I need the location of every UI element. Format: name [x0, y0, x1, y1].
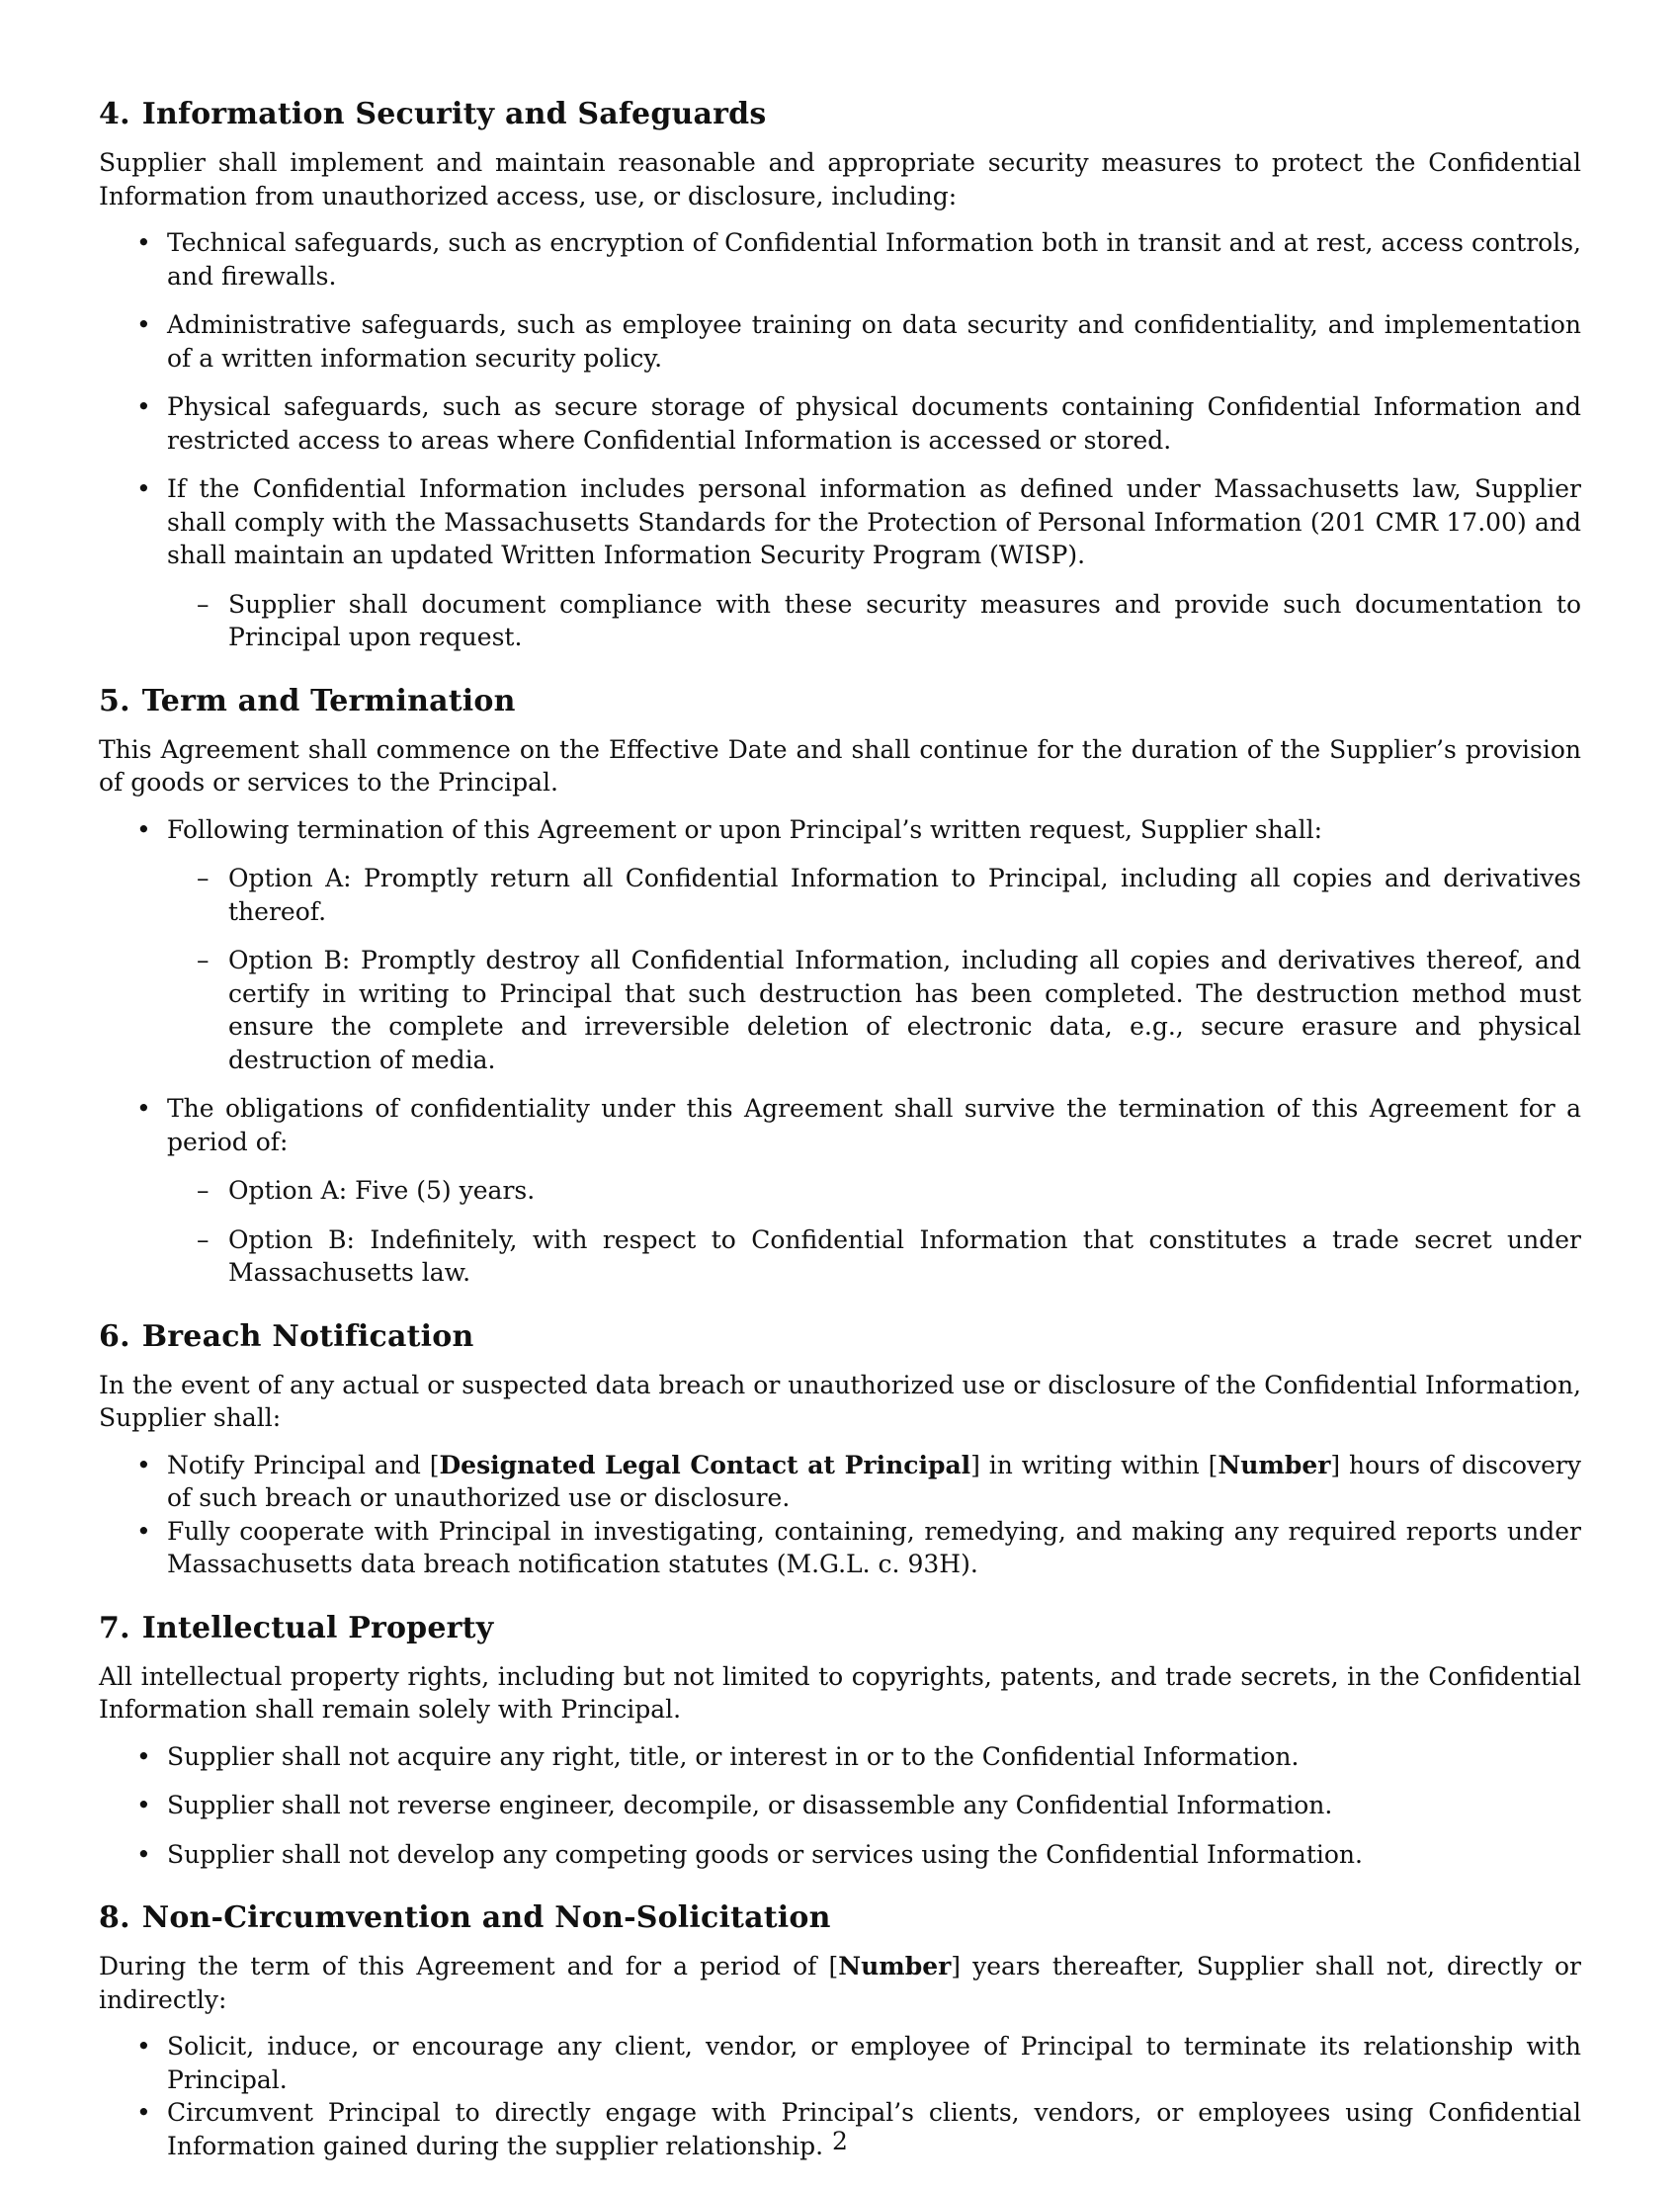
- bullet-icon: •: [136, 474, 151, 503]
- placeholder-number: Number: [1218, 1450, 1331, 1479]
- list-item: [99, 226, 1581, 293]
- sub-list-item: [167, 944, 1581, 1076]
- list-item-text: If the Confidential Information includes personal information as defined under Massachusetts law, Supplier shall comply with the Massachusetts Standards for the Protection of Personal Information (201 CMR 17.00) and shall maintain an updated Written Information Security Program (WISP).: [167, 474, 1581, 569]
- section-8: [99, 1898, 1581, 2162]
- dash-icon: –: [197, 1224, 210, 1254]
- section-intro: [99, 1950, 1581, 2016]
- list-item-text: Solicit, induce, or encourage any client, vendor, or employee of Principal to terminate its relationship with Principal.: [167, 2032, 1581, 2094]
- sub-list-item: [167, 588, 1581, 654]
- list-item-text: Circumvent Principal to directly engage with Principal’s clients, vendors, or employees using Confidential Information gained during the supplier relationship.: [167, 2098, 1581, 2160]
- section-title: Term and Termination: [141, 683, 516, 718]
- list-item-text: Following termination of this Agreement or upon Principal’s written request, Supplier shall:: [167, 814, 1323, 844]
- bullet-list: [99, 1740, 1581, 1872]
- bullet-icon: •: [136, 310, 151, 339]
- bullet-list: [99, 813, 1581, 1290]
- list-item: [99, 1740, 1581, 1774]
- list-item: [99, 813, 1581, 1077]
- text-fragment: ] in writing within [: [970, 1450, 1218, 1479]
- sub-list-item-text: Option B: Indefinitely, with respect to Confidential Information that constitutes a trade secret under Massachusetts law.: [228, 1224, 1581, 1287]
- bullet-icon: •: [136, 228, 151, 257]
- bullet-icon: •: [136, 1791, 151, 1819]
- document-page: [99, 95, 1581, 2190]
- sub-list-item: [167, 1223, 1581, 1290]
- section-number: 4.: [99, 97, 130, 131]
- dash-icon: –: [197, 589, 210, 619]
- bullet-icon: •: [136, 1094, 151, 1123]
- bullet-list: [99, 1449, 1581, 1581]
- placeholder-legal-contact: Designated Legal Contact at Principal: [439, 1450, 971, 1479]
- placeholder-number: Number: [838, 1952, 952, 1980]
- dash-icon: –: [197, 864, 210, 892]
- text-fragment: Notify Principal and [: [167, 1450, 440, 1479]
- sub-list-item-text: Option B: Promptly destroy all Confidential Information, including all copies and derivatives thereof, and certify in writing to Principal that such destruction has been completed. The destruction method must ensure the complete and irreversible deletion of electronic data, e.g., secure erasure and physical destruction of media.: [228, 946, 1581, 1074]
- section-title: Intellectual Property: [141, 1610, 494, 1645]
- sub-list: [167, 588, 1581, 654]
- section-number: 7.: [99, 1610, 130, 1645]
- bullet-icon: •: [136, 1450, 151, 1479]
- text-fragment: ] hours of discovery of such breach or unauthorized use or disclosure.: [167, 1450, 1581, 1512]
- sub-list-item-text: Supplier shall document compliance with these security measures and provide such documentation to Principal upon request.: [228, 589, 1581, 651]
- section-6: [99, 1317, 1581, 1581]
- section-intro: In the event of any actual or suspected data breach or unauthorized use or disclosure of the Confidential Information, Supplier shall:: [99, 1370, 1581, 1432]
- section-title: Non-Circumvention and Non-Solicitation: [141, 1900, 831, 1935]
- bullet-icon: •: [136, 814, 151, 844]
- list-item: [99, 472, 1581, 654]
- list-item-text: Supplier shall not acquire any right, title, or interest in or to the Confidential Information.: [167, 1741, 1300, 1771]
- list-item: [99, 1789, 1581, 1822]
- text-fragment: During the term of this Agreement and for a period of [: [99, 1952, 839, 1980]
- dash-icon: –: [197, 946, 210, 974]
- list-item-text: The obligations of confidentiality under this Agreement shall survive the termination of this Agreement for a period of:: [167, 1094, 1581, 1156]
- sub-list-item: [167, 862, 1581, 928]
- list-item-text: Technical safeguards, such as encryption of Confidential Information both in transit and at rest, access controls, and firewalls.: [167, 228, 1581, 291]
- sub-list-item-text: Option A: Five (5) years.: [228, 1176, 536, 1205]
- section-title: Breach Notification: [141, 1318, 474, 1354]
- section-heading: [99, 1898, 1581, 1938]
- list-item-text: [167, 1451, 1581, 1513]
- section-heading: [99, 1609, 1581, 1648]
- section-heading: [99, 682, 1581, 721]
- list-item: [99, 1838, 1581, 1872]
- dash-icon: –: [197, 1176, 210, 1205]
- sub-list: [167, 862, 1581, 1076]
- list-item-text: Administrative safeguards, such as employee training on data security and confidentiality, and implementation of a written information security policy.: [167, 310, 1581, 373]
- page-number: 2: [832, 2127, 848, 2155]
- bullet-list: [99, 226, 1581, 654]
- list-item: [99, 308, 1581, 375]
- bullet-icon: •: [136, 392, 151, 421]
- list-item: [99, 1515, 1581, 1581]
- section-7: [99, 1609, 1581, 1872]
- list-item: [99, 1092, 1581, 1290]
- list-item-text: Fully cooperate with Principal in investigating, containing, remedying, and making any required reports under Massachusetts data breach notification statutes (M.G.L. c. 93H).: [167, 1516, 1581, 1578]
- section-intro: All intellectual property rights, including but not limited to copyrights, patents, and trade secrets, in the Confidential Information shall remain solely with Principal.: [99, 1661, 1581, 1724]
- section-heading: [99, 1317, 1581, 1357]
- section-number: 6.: [99, 1318, 130, 1354]
- list-item: [99, 390, 1581, 457]
- bullet-icon: •: [136, 1516, 151, 1546]
- sub-list-item: [167, 1174, 1581, 1208]
- text-fragment: ] years thereafter, Supplier shall not, directly or indirectly:: [99, 1952, 1581, 2014]
- list-item-text: Physical safeguards, such as secure storage of physical documents containing Confidential Information and restricted access to areas where Confidential Information is accessed or stored.: [167, 392, 1581, 455]
- bullet-icon: •: [136, 2098, 151, 2127]
- bullet-icon: •: [136, 1839, 151, 1869]
- section-title: Information Security and Safeguards: [141, 97, 767, 131]
- sub-list-item-text: Option A: Promptly return all Confidential Information to Principal, including all copies and derivatives thereof.: [228, 864, 1581, 926]
- list-item: [99, 2030, 1581, 2096]
- section-number: 5.: [99, 683, 130, 718]
- bullet-icon: •: [136, 2032, 151, 2061]
- list-item-text: Supplier shall not develop any competing goods or services using the Confidential Information.: [167, 1839, 1363, 1869]
- section-4: [99, 95, 1581, 654]
- section-number: 8.: [99, 1900, 130, 1935]
- section-intro: This Agreement shall commence on the Effective Date and shall continue for the duration of the Supplier’s provision of goods or services to the Principal.: [99, 734, 1581, 797]
- list-item: [99, 1449, 1581, 1515]
- list-item-text: Supplier shall not reverse engineer, decompile, or disassemble any Confidential Information.: [167, 1791, 1333, 1819]
- section-intro: Supplier shall implement and maintain reasonable and appropriate security measures to protect the Confidential Information from unauthorized access, use, or disclosure, including:: [99, 148, 1581, 211]
- bullet-icon: •: [136, 1741, 151, 1771]
- section-5: [99, 682, 1581, 1290]
- sub-list: [167, 1174, 1581, 1290]
- section-heading: [99, 95, 1581, 134]
